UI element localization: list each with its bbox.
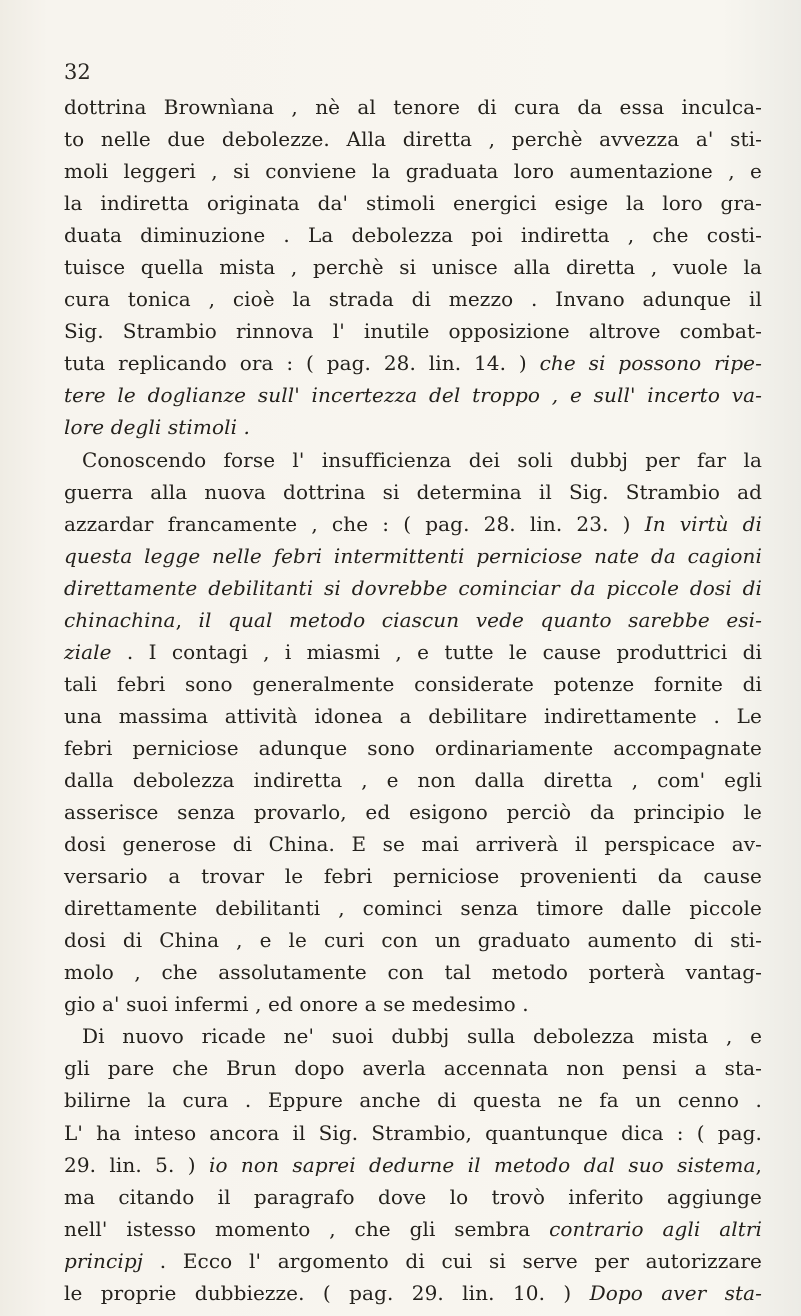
text-line <box>64 604 762 636</box>
text-line <box>64 1213 762 1245</box>
text-line <box>64 636 762 668</box>
text-line <box>64 860 762 892</box>
text-segment: Conoscendo forse l' insufficienza dei soli dubbj per far la <box>82 447 762 472</box>
text-line <box>64 347 762 379</box>
text-segment: moli leggeri , si conviene la graduata loro aumentazione , e <box>64 159 762 184</box>
text-line <box>64 1245 762 1277</box>
text-segment: duata diminuzione . La debolezza poi indiretta , che costi- <box>64 223 762 248</box>
italic-text: principj <box>64 1248 144 1273</box>
text-line <box>64 572 762 604</box>
text-segment: dottrina Brownìana , nè al tenore di cura da essa inculca- <box>64 95 762 119</box>
text-segment: le proprie dubbiezze. ( pag. 29. lin. 10. ) <box>64 1280 590 1305</box>
text-line <box>64 444 762 476</box>
text-segment: molo , che assolutamente con tal metodo porterà vantag- <box>64 960 762 985</box>
text-line <box>64 764 762 796</box>
italic-text: contrario agli altri <box>549 1216 763 1241</box>
text-line <box>64 1052 762 1084</box>
text-segment: guerra alla nuova dottrina si determina il Sig. Strambio ad <box>64 479 762 504</box>
text-segment: dalla debolezza indiretta , e non dalla diretta , com' egli <box>64 767 762 792</box>
text-line <box>64 155 762 187</box>
text-line <box>64 187 762 219</box>
text-segment: asserisce senza provarlo, ed esigono perciò da principio le <box>64 800 762 825</box>
text-segment: Sig. Strambio rinnova l' inutile opposizione altrove combat- <box>64 319 762 344</box>
text-segment: gio a' suoi infermi , ed onore a se medesimo . <box>64 992 529 1017</box>
text-segment: Di nuovo ricade ne' suoi dubbj sulla debolezza mista , e <box>82 1024 762 1049</box>
text-line <box>64 1117 762 1149</box>
text-segment: cura tonica , cioè la strada di mezzo . Invano adunque il <box>64 287 762 312</box>
text-line <box>64 123 762 155</box>
text-segment: tuisce quella mista , perchè si unisce alla diretta , vuole la <box>64 255 762 280</box>
italic-text: il qual metodo ciascun vede quanto sarebbe esi- <box>198 607 762 632</box>
text-segment: azzardar francamente , che : ( pag. 28. lin. 23. ) <box>64 511 645 536</box>
text-line <box>64 1149 762 1181</box>
text-segment: , <box>175 607 199 632</box>
text-segment: la indiretta originata da' stimoli energici esige la loro gra- <box>64 191 762 216</box>
italic-text: tere le doglianze sull' incertezza del troppo , e sull' incerto va- <box>64 383 762 408</box>
text-line <box>64 508 762 540</box>
text-line <box>64 892 762 924</box>
text-line <box>64 700 762 732</box>
text-line <box>64 476 762 508</box>
text-segment: versario a trovar le febri perniciose provenienti da cause <box>64 864 762 889</box>
text-line <box>64 1277 762 1309</box>
text-segment: . Ecco l' argomento di cui si serve per autorizzare <box>143 1248 762 1273</box>
text-segment: ma citando il paragrafo dove lo trovò inferito aggiunge <box>64 1184 762 1209</box>
text-line <box>64 411 762 443</box>
italic-text: ziale <box>64 639 112 664</box>
text-line <box>64 828 762 860</box>
text-line <box>64 283 762 315</box>
italic-text: che si possono ripe- <box>539 351 762 376</box>
page-number: 32 <box>64 60 91 84</box>
text-line <box>64 924 762 956</box>
text-segment: tali febri sono generalmente considerate potenze fornite di <box>64 671 762 696</box>
text-segment: una massima attività idonea a debilitare indirettamente . Le <box>64 703 762 728</box>
text-segment: dosi di China , e le curi con un graduato aumento di sti- <box>64 928 762 953</box>
text-segment: tuta replicando ora : ( pag. 28. lin. 14. ) <box>64 351 540 376</box>
text-segment: direttamente debilitanti , cominci senza timore dalle piccole <box>64 896 762 921</box>
italic-text: In virtù di <box>644 511 762 536</box>
text-line <box>64 988 762 1020</box>
body-text <box>64 91 762 1309</box>
text-line <box>64 1020 762 1052</box>
text-line <box>64 668 762 700</box>
text-line <box>64 732 762 764</box>
text-line <box>64 1181 762 1213</box>
italic-text: chinachina <box>64 607 176 632</box>
text-line <box>64 315 762 347</box>
text-segment: dosi generose di China. E se mai arriverà il perspicace av- <box>64 832 762 857</box>
text-line <box>64 91 762 123</box>
italic-text: io non saprei dedurne il metodo dal suo sistema <box>208 1152 756 1177</box>
text-segment: to nelle due debolezze. Alla diretta , perchè avvezza a' sti- <box>64 127 762 152</box>
italic-text: Dopo aver sta- <box>589 1280 763 1305</box>
text-segment: , <box>755 1152 762 1177</box>
italic-text: lore degli stimoli . <box>64 415 250 440</box>
italic-text: questa legge nelle febri intermittenti perniciose nate da cagioni <box>64 543 762 568</box>
text-line <box>64 251 762 283</box>
text-line <box>64 379 762 411</box>
italic-text: direttamente debilitanti si dovrebbe cominciar da piccole dosi di <box>64 575 762 600</box>
text-line <box>64 796 762 828</box>
text-segment: L' ha inteso ancora il Sig. Strambio, quantunque dica : ( pag. <box>64 1120 762 1145</box>
text-segment: gli pare che Brun dopo averla accennata non pensi a sta- <box>64 1056 762 1081</box>
text-segment: febri perniciose adunque sono ordinariamente accompagnate <box>64 735 762 760</box>
text-segment: bilirne la cura . Eppure anche di questa ne fa un cenno . <box>64 1088 762 1113</box>
text-line <box>64 1084 762 1116</box>
text-segment: 29. lin. 5. ) <box>64 1152 209 1177</box>
text-line <box>64 956 762 988</box>
text-line <box>64 219 762 251</box>
text-segment: . I contagi , i miasmi , e tutte le cause produttrici di <box>111 639 762 664</box>
text-segment: nell' istesso momento , che gli sembra <box>64 1216 550 1241</box>
text-line <box>64 540 762 572</box>
